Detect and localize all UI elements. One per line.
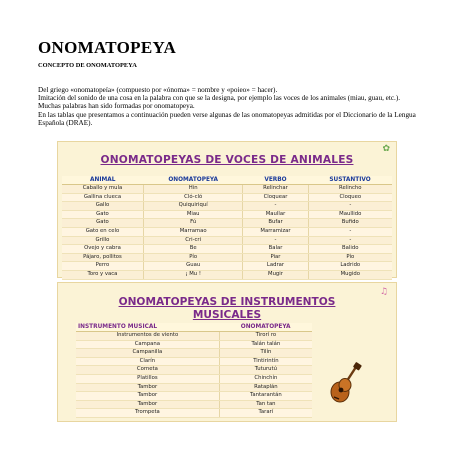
table-header-row (76, 323, 312, 332)
instruments-title-line: MUSICALES (192, 309, 262, 321)
table-cell: Platillos (76, 374, 219, 383)
column-header: SUSTANTIVO (308, 176, 392, 185)
table-cell: Relinchar (243, 185, 308, 194)
music-notes-icon: ♫ (379, 287, 388, 297)
table-cell: Guau (143, 262, 242, 271)
table-cell: Mugir (243, 270, 308, 279)
table-cell: Cloqueo (308, 193, 392, 202)
table-row (76, 409, 312, 418)
table-row (62, 262, 392, 271)
intro-paragraph: En las tablas que presentamos a continuación pueden verse algunas de las onomatopeyas admitidas por el Diccionario de la Lengua Española (DRAE). (38, 110, 416, 127)
table-cell: Ovejo y cabra (62, 245, 143, 254)
table-cell: Chinchín (219, 374, 312, 383)
instruments-panel-title (58, 296, 396, 322)
table-cell: Trompeta (76, 409, 219, 418)
table-row (62, 245, 392, 254)
instruments-title-line: ONOMATOPEYAS DE INSTRUMENTOS (118, 296, 336, 308)
table-row (62, 202, 392, 211)
animals-panel (57, 141, 397, 278)
table-row (62, 219, 392, 228)
table-cell: Pío (308, 253, 392, 262)
table-row (76, 357, 312, 366)
table-cell: Marramizar (243, 227, 308, 236)
table-cell: Marramao (143, 227, 242, 236)
table-cell: Pío (143, 253, 242, 262)
table-row (76, 374, 312, 383)
table-cell: Bufar (243, 219, 308, 228)
table-cell: Grillo (62, 236, 143, 245)
table-cell: Caballo y mula (62, 185, 143, 194)
table-cell: Cloquear (243, 193, 308, 202)
table-cell: Piar (243, 253, 308, 262)
table-cell: ¡ Mu ! (143, 270, 242, 279)
table-cell: Hin (143, 185, 242, 194)
intro-text (38, 86, 438, 127)
table-cell: Gallina clueca (62, 193, 143, 202)
table-cell: Ladrido (308, 262, 392, 271)
intro-paragraph: Del griego «onomatopeía» (compuesto por «ónoma» = nombre y «poieo» = hacer). (38, 86, 278, 94)
butterfly-icon: ✿ (382, 144, 390, 154)
table-cell: Tan tan (219, 400, 312, 409)
table-cell: - (308, 227, 392, 236)
table-cell: - (243, 202, 308, 211)
instruments-panel (57, 282, 397, 422)
table-cell: Relincho (308, 185, 392, 194)
table-cell: Fú (143, 219, 242, 228)
table-row (76, 349, 312, 358)
table-cell: Be (143, 245, 242, 254)
intro-paragraph: Imitación del sonido de una cosa en la palabra con que se la designa, por ejemplo las voces de los animales (miau, guau, etc.). (38, 94, 401, 103)
table-row (76, 392, 312, 401)
table-cell: Tambor (76, 383, 219, 392)
table-cell: Mugido (308, 270, 392, 279)
guitar-icon (326, 361, 368, 405)
table-cell: - (243, 236, 308, 245)
table-cell: Cri-cri (143, 236, 242, 245)
table-cell: Corneta (76, 366, 219, 375)
table-cell: Gato (62, 210, 143, 219)
table-cell: Talán talán (219, 340, 312, 349)
table-row (62, 185, 392, 194)
table-cell: Ladrar (243, 262, 308, 271)
table-cell: Balar (243, 245, 308, 254)
table-row (62, 193, 392, 202)
table-row (62, 227, 392, 236)
table-cell: Gato en celo (62, 227, 143, 236)
column-header: ANIMAL (62, 176, 143, 185)
column-header: INSTRUMENTO MUSICAL (76, 323, 219, 332)
table-cell: Clarín (76, 357, 219, 366)
table-cell: Gato (62, 219, 143, 228)
table-row (76, 400, 312, 409)
table-row (62, 253, 392, 262)
table-cell: Tambor (76, 392, 219, 401)
table-cell: Tantarantán (219, 392, 312, 401)
table-row (76, 383, 312, 392)
table-cell: Campanilla (76, 349, 219, 358)
column-header: VERBO (243, 176, 308, 185)
table-cell: Tararí (219, 409, 312, 418)
table-cell: Pájaro, pollitos (62, 253, 143, 262)
table-cell: Tilín (219, 349, 312, 358)
table-cell: Tintirintín (219, 357, 312, 366)
table-cell: Toro y vaca (62, 270, 143, 279)
table-row (62, 210, 392, 219)
column-header: ONOMATOPEYA (143, 176, 242, 185)
table-cell: Maullido (308, 210, 392, 219)
table-cell: Quiquiriquí (143, 202, 242, 211)
table-cell: Balido (308, 245, 392, 254)
table-cell: Tirorí ro (219, 332, 312, 341)
table-cell: Gallo (62, 202, 143, 211)
table-header-row (62, 176, 392, 185)
document-subtitle: CONCEPTO DE ONOMATOPEYA (38, 62, 137, 69)
table-cell: Tambor (76, 400, 219, 409)
table-row (76, 366, 312, 375)
table-cell: Bufido (308, 219, 392, 228)
document-title: ONOMATOPEYA (38, 38, 177, 57)
table-cell: - (308, 202, 392, 211)
table-cell: Campana (76, 340, 219, 349)
instruments-table (76, 323, 312, 418)
table-row (62, 270, 392, 279)
table-cell: Tuturutú (219, 366, 312, 375)
table-cell: - (308, 236, 392, 245)
table-cell: Miau (143, 210, 242, 219)
table-row (76, 340, 312, 349)
table-cell: Instrumentos de viento (76, 332, 219, 341)
animals-table (62, 176, 392, 280)
table-cell: Perro (62, 262, 143, 271)
table-cell: Rataplán (219, 383, 312, 392)
animals-panel-title: ONOMATOPEYAS DE VOCES DE ANIMALES (100, 154, 354, 166)
column-header: ONOMATOPEYA (219, 323, 312, 332)
table-row (76, 332, 312, 341)
table-cell: Maullar (243, 210, 308, 219)
table-cell: Cló-cló (143, 193, 242, 202)
intro-paragraph: Muchas palabras han sido formadas por onomatopeya. (38, 102, 195, 111)
table-row (62, 236, 392, 245)
